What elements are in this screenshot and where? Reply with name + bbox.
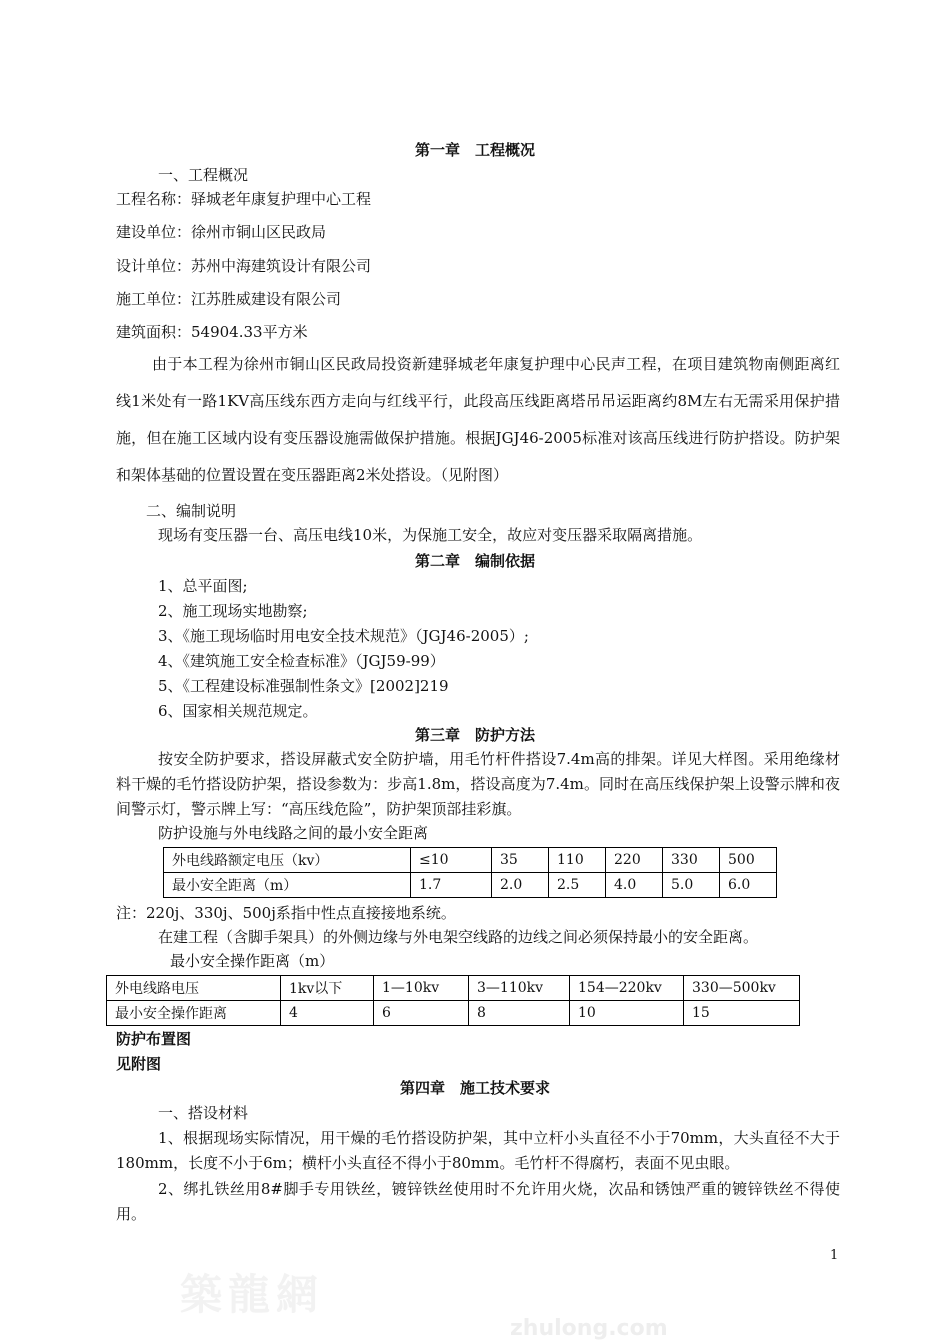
table-cell: 5.0 — [663, 873, 720, 898]
layout-title: 防护布置图 — [116, 1030, 192, 1048]
watermark-url: zhulong.com — [510, 1316, 668, 1341]
list-item: 4、《建筑施工安全检查标准》（JGJ59-99） — [158, 652, 445, 670]
table-note: 注：220j、330j、500j系指中性点直接接地系统。 — [116, 904, 456, 922]
table-cell: 15 — [684, 1001, 800, 1026]
chapter3-title: 第三章 防护方法 — [414, 726, 535, 744]
table-row — [107, 1001, 800, 1026]
table-cell: 最小安全距离（m） — [164, 873, 411, 898]
table-row — [107, 976, 800, 1001]
table-cell: 154—220kv — [570, 976, 684, 1001]
table-cell: 10 — [570, 1001, 684, 1026]
table-cell: 1kv以下 — [281, 976, 374, 1001]
table-cell: 110 — [549, 848, 606, 873]
page-number: 1 — [830, 1248, 839, 1263]
table-cell: 外电线路额定电压（kv） — [164, 848, 411, 873]
table-cell: 330 — [663, 848, 720, 873]
table-cell: 1.7 — [411, 873, 492, 898]
table-cell: 3—110kv — [469, 976, 570, 1001]
table-cell: 6.0 — [720, 873, 777, 898]
info-line: 建设单位：徐州市铜山区民政局 — [116, 223, 327, 241]
chapter1-title: 第一章 工程概况 — [414, 141, 535, 159]
table-cell: 1—10kv — [374, 976, 469, 1001]
layout-ref: 见附图 — [116, 1055, 162, 1073]
safety-distance-table — [163, 847, 777, 898]
operation-distance-table — [106, 975, 800, 1026]
paragraph: 由于本工程为徐州市铜山区民政局投资新建驿城老年康复护理中心民声工程，在项目建筑物南侧距离红线1米处有一路1KV高压线东西方走向与红线平行，此段高压线距离塔吊吊运距离约8M左右无需采用保护措施，但在施工区域内设有变压器设施需做保护措施。根据JGJ46-2005标准对该高压线进行防护搭设。防护架和架体基础的位置设置在变压器距离2米处搭设。（见附图） — [116, 355, 840, 484]
section-title: 一、工程概况 — [158, 166, 249, 184]
section-title: 一、搭设材料 — [158, 1104, 249, 1122]
chapter4-title: 第四章 施工技术要求 — [399, 1079, 550, 1097]
table-cell: 6 — [374, 1001, 469, 1026]
table-cell: 外电线路电压 — [107, 976, 281, 1001]
watermark-logo: 築龍網 — [180, 1270, 325, 1319]
section-title: 二、编制说明 — [146, 502, 237, 520]
paragraph: 在建工程（含脚手架具）的外侧边缘与外电架空线路的边线之间必须保持最小的安全距离。 — [158, 928, 759, 946]
table-cell: 8 — [469, 1001, 570, 1026]
list-item: 1、总平面图; — [158, 577, 248, 595]
table-row — [164, 873, 777, 898]
info-line: 设计单位：苏州中海建筑设计有限公司 — [116, 257, 372, 275]
table-cell: 4.0 — [606, 873, 663, 898]
info-line: 建筑面积：54904.33平方米 — [116, 323, 308, 341]
list-item: 3、《施工现场临时用电安全技术规范》（JGJ46-2005）; — [158, 627, 529, 645]
table-cell: 500 — [720, 848, 777, 873]
list-item: 6、国家相关规范规定。 — [158, 702, 318, 720]
table-row — [164, 848, 777, 873]
table-cell: ≤10 — [411, 848, 492, 873]
chapter2-title: 第二章 编制依据 — [414, 552, 535, 570]
table-caption: 防护设施与外电线路之间的最小安全距离 — [158, 824, 429, 842]
table-cell: 330—500kv — [684, 976, 800, 1001]
info-line: 施工单位：江苏胜威建设有限公司 — [116, 290, 342, 308]
paragraph: 2、绑扎铁丝用8#脚手专用铁丝，镀锌铁丝使用时不允许用火烧，次品和锈蚀严重的镀锌铁丝不得使用。 — [116, 1180, 840, 1223]
paragraph: 现场有变压器一台、高压电线10米，为保施工安全，故应对变压器采取隔离措施。 — [158, 526, 703, 544]
table-cell: 220 — [606, 848, 663, 873]
table-cell: 35 — [492, 848, 549, 873]
table-cell: 2.0 — [492, 873, 549, 898]
list-item: 5、《工程建设标准强制性条文》[2002]219 — [158, 677, 449, 695]
table-caption: 最小安全操作距离（m） — [170, 952, 335, 970]
table-cell: 最小安全操作距离 — [107, 1001, 281, 1026]
table-cell: 4 — [281, 1001, 374, 1026]
paragraph: 1、根据现场实际情况，用干燥的毛竹搭设防护架，其中立杆小头直径不小于70mm，大头直径不大于180mm，长度不小于6m；横杆小头直径不得小于80mm。毛竹杆不得腐朽，表面不见虫眼。 — [116, 1129, 840, 1172]
list-item: 2、施工现场实地勘察; — [158, 602, 308, 620]
paragraph: 按安全防护要求，搭设屏蔽式安全防护墙，用毛竹杆件搭设7.4m高的排架。详见大样图。采用绝缘材料干燥的毛竹搭设防护架，搭设参数为：步高1.8m，搭设高度为7.4m。同时在高压线保护架上设警示牌和夜间警示灯，警示牌上写：“高压线危险”，防护架顶部挂彩旗。 — [116, 750, 840, 818]
info-line: 工程名称：驿城老年康复护理中心工程 — [116, 190, 372, 208]
table-cell: 2.5 — [549, 873, 606, 898]
